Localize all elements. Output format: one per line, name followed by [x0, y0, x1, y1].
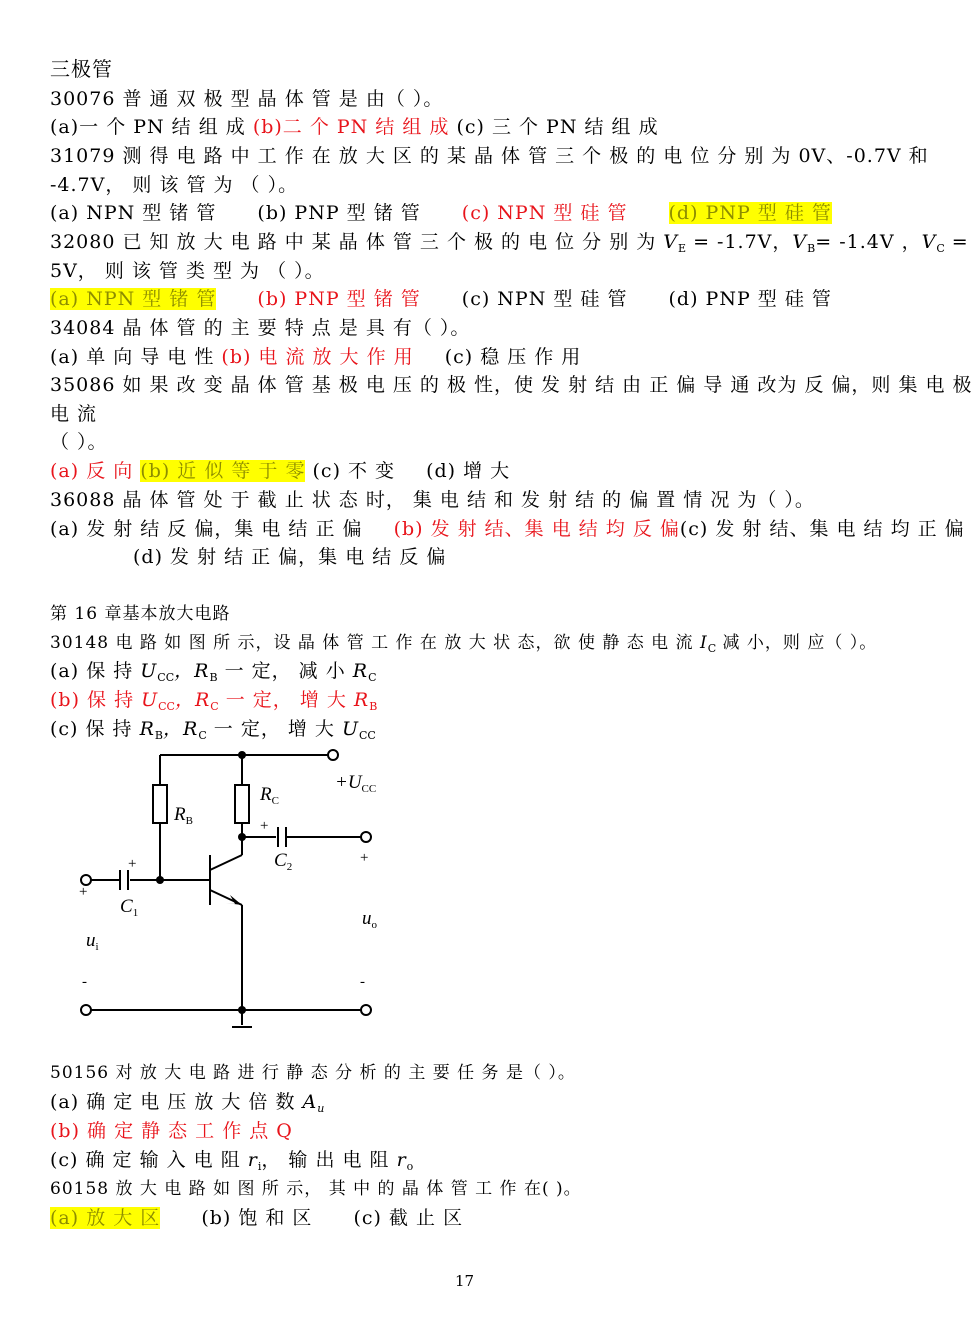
question-60158-stem: 60158 放 大 电 路 如 图 所 示， 其 中 的 晶 体 管 工 作 在( )。 — [50, 1179, 582, 1199]
label-input-plus: + — [79, 884, 88, 900]
option-a: (a) 发 射 结 反 偏，集 电 结 正 偏 — [50, 518, 363, 540]
question-32080-stem-line2: 5V， 则 该 管 类 型 为 （ ）。 — [50, 260, 325, 282]
question-35086-stem-line1: 35086 如 果 改 变 晶 体 管 基 极 电 压 的 极 性，使 发 射 结 由 正 偏 导 通 改为 反 偏，则 集 电 极 — [50, 374, 973, 396]
question-30148-stem: 30148 电 路 如 图 所 示，设 晶 体 管 工 作 在 放 大 状 态，欲 使 静 态 电 流 $I_C$ 减 小，则 应（ ）。 — [50, 633, 878, 655]
question-31079-options — [50, 200, 832, 226]
option-b: (b) PNP 型 锗 管 — [257, 202, 421, 224]
label-output-plus: + — [360, 850, 369, 866]
question-36088-options-line1 — [50, 516, 965, 542]
question-50156-stem: 50156 对 放 大 电 路 进 行 静 态 分 析 的 主 要 任 务 是（ ）。 — [50, 1063, 576, 1083]
label-c1: $C_1$ — [120, 896, 139, 919]
resistor-rc — [235, 785, 249, 823]
emitter-arrow — [226, 895, 242, 905]
option-c: (c) 发 射 结、集 电 结 均 正 偏 — [679, 518, 965, 540]
option-a: (a) 单 向 导 电 性 — [50, 346, 215, 368]
label-output-minus: - — [360, 974, 365, 990]
terminal-output-plus — [361, 832, 371, 842]
option-a-highlighted: (a) NPN 型 锗 管 — [50, 288, 217, 310]
option-d: (d) 增 大 — [426, 460, 511, 482]
section-title-basic-amplifier: 第 16 章基本放大电路 — [50, 604, 231, 624]
option-b-answer: (b) 电 流 放 大 作 用 — [221, 346, 414, 368]
label-c2-plus: + — [260, 818, 269, 834]
option-a: (a)一 个 PN 结 组 成 — [50, 116, 246, 138]
option-b-answer: (b)二 个 PN 结 组 成 — [252, 116, 450, 138]
label-ucc: $+U_{CC}$ — [335, 772, 377, 795]
question-50156-option-c: (c) 确 定 输 入 电 阻 $r_i$， 输 出 电 阻 $r_o$ — [50, 1149, 414, 1173]
question-36088-option-d: (d) 发 射 结 正 偏，集 电 结 反 偏 — [133, 546, 447, 568]
label-c1-plus: + — [128, 856, 137, 872]
terminal-ucc — [328, 750, 338, 760]
option-c: (c) NPN 型 硅 管 — [461, 288, 628, 310]
question-34084-stem: 34084 晶 体 管 的 主 要 特 点 是 具 有（ ）。 — [50, 317, 471, 339]
label-rc: $R_C$ — [260, 784, 279, 807]
terminal-output-minus — [361, 1005, 371, 1015]
question-30076-options — [50, 114, 659, 140]
option-a: (a) NPN 型 锗 管 — [50, 202, 217, 224]
question-50156-option-b-answer: (b) 确 定 静 态 工 作 点 Q — [50, 1120, 293, 1142]
option-a-answer: (a) 反 向 — [50, 460, 134, 482]
option-c: (c) 三 个 PN 结 组 成 — [456, 116, 659, 138]
amplifier-circuit-diagram — [70, 740, 400, 1040]
question-31079-stem-line1: 31079 测 得 电 路 中 工 作 在 放 大 区 的 某 晶 体 管 三 个 极 的 电 位 分 别 为 0V、-0.7V 和 — [50, 145, 929, 167]
question-30148-option-a: (a) 保 持 $U_{CC}$，$R_B$ 一 定， 减 小 $R_C$ — [50, 660, 377, 684]
question-30076-stem: 30076 普 通 双 极 型 晶 体 管 是 由（ ）。 — [50, 88, 444, 110]
question-35086-stem-line2: 电 流 — [50, 403, 98, 425]
question-34084-options — [50, 344, 581, 370]
question-31079-stem-line2: -4.7V， 则 该 管 为 （ ）。 — [50, 174, 299, 196]
option-c: (c) 截 止 区 — [353, 1207, 464, 1229]
option-a-highlighted: (a) 放 大 区 — [50, 1207, 161, 1229]
page-number: 17 — [455, 1272, 475, 1290]
question-60158-options — [50, 1205, 463, 1231]
label-c2: $C_2$ — [274, 850, 293, 873]
option-d: (d) PNP 型 硅 管 — [668, 288, 832, 310]
option-b-answer: (b) 发 射 结、集 电 结 均 反 偏 — [393, 518, 680, 540]
question-36088-stem: 36088 晶 体 管 处 于 截 止 状 态 时， 集 电 结 和 发 射 结 的 偏 置 情 况 为（ ）。 — [50, 489, 815, 511]
question-35086-options — [50, 458, 510, 484]
question-50156-option-a: (a) 确 定 电 压 放 大 倍 数 $A_u$ — [50, 1091, 325, 1115]
label-ui: $u_i$ — [86, 930, 99, 953]
question-35086-stem-line3: （ ）。 — [50, 431, 108, 453]
option-c: (c) 稳 压 作 用 — [444, 346, 582, 368]
section-title-transistor: 三极管 — [50, 57, 113, 81]
resistor-rb — [153, 785, 167, 823]
question-32080-stem-line1: 32080 已 知 放 大 电 路 中 某 晶 体 管 三 个 极 的 电 位 分 别 为 $V_E = -1.7V$，$V_B= -1.4V$ ，$V_C$ = — [50, 231, 969, 255]
question-32080-options — [50, 286, 832, 312]
terminal-input-minus — [81, 1005, 91, 1015]
question-30148-option-c: (c) 保 持 $R_B$，$R_C$ 一 定， 增 大 $U_{CC}$ — [50, 718, 376, 742]
option-d-highlighted: (d) PNP 型 硅 管 — [668, 202, 832, 224]
option-b-highlighted: (b) 近 似 等 于 零 — [140, 460, 306, 482]
label-input-minus: - — [82, 974, 87, 990]
option-b-answer: (b) PNP 型 锗 管 — [257, 288, 421, 310]
option-c: (c) 不 变 — [312, 460, 396, 482]
question-30148-option-b-answer: (b) 保 持 $U_{CC}$，$R_C$ 一 定， 增 大 $R_B$ — [50, 689, 378, 713]
option-b: (b) 饱 和 区 — [201, 1207, 313, 1229]
label-uo: $u_o$ — [362, 908, 377, 931]
label-rb: $R_B$ — [174, 804, 193, 827]
option-c-answer: (c) NPN 型 硅 管 — [461, 202, 628, 224]
